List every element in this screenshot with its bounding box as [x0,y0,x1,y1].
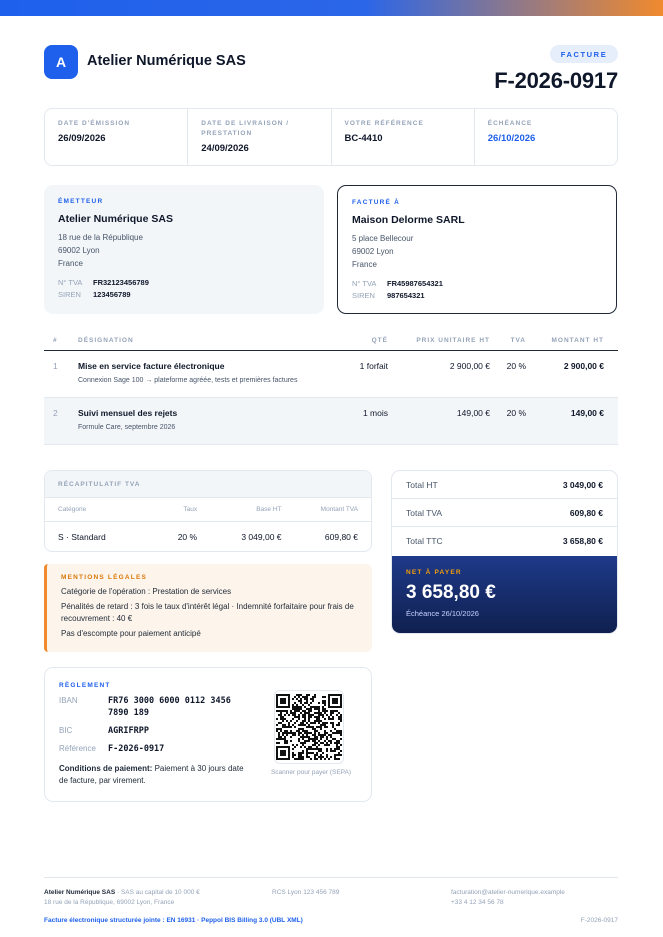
meta-label: VOTRE RÉFÉRENCE [344,120,424,127]
table-row [44,398,618,445]
bill-to-tag: FACTURÉ À [352,199,400,206]
item-title: Mise en service facture électronique [78,361,225,371]
vat-col-amount: Montant TVA [320,506,358,513]
row-unit-price: 2 900,00 € [449,361,490,371]
address-line: France [352,260,377,269]
invoice-meta [44,108,618,166]
col-header-vat: TVA [510,336,526,344]
total-value: 3 049,00 € [562,479,603,490]
vat-summary-header [45,498,371,522]
row-designation [78,408,332,434]
top-accent-bar [0,0,663,16]
vat-label: N° TVA [58,278,83,287]
row-designation [78,361,332,387]
row-number: 1 [53,361,58,371]
vat-number: FR32123456789 [93,278,149,287]
row-qty: 1 mois [362,408,388,418]
terms-text: Paiement à 30 jours date de facture, par virement. [59,764,244,785]
vat-label: N° TVA [352,279,377,288]
vat-rate: 20 % [177,531,198,542]
footer-company [44,888,264,908]
iban-value: FR76 3000 6000 0112 3456 7890 189 [108,696,231,718]
issuer-card [44,185,324,314]
net-due-date: Échéance 26/10/2026 [406,609,479,618]
table-row [44,351,618,398]
siren-number: 123456789 [93,290,131,299]
item-title: Suivi mensuel des rejets [78,408,178,418]
meta-value: 26/09/2026 [58,133,106,144]
siren-number: 987654321 [387,291,425,300]
row-qty: 1 forfait [359,361,388,371]
bill-to-card [337,185,617,314]
sepa-qr-code [274,690,344,764]
vat-summary-title: RÉCAPITULATIF TVA [45,471,371,498]
iban-label: IBAN [59,696,78,705]
col-header-amount: MONTANT HT [551,336,604,344]
footer-email[interactable]: facturation@atelier-numerique.example [451,889,565,896]
vat-category: S · Standard [58,531,106,542]
qr-caption: Scanner pour payer (SEPA) [270,769,352,776]
payment-title: RÈGLEMENT [59,682,111,689]
row-vat: 20 % [506,408,526,418]
company-logo [44,45,78,79]
legal-notices [44,564,372,652]
footer-capital: · SAS au capital de 10 000 € [115,889,200,896]
vat-col-category: Catégorie [58,506,87,513]
reference-value: F-2026-0917 [108,744,165,754]
footer-company-name: Atelier Numérique SAS [44,889,116,896]
issuer-name: Atelier Numérique SAS [58,213,173,225]
line-items-table [44,330,618,445]
issuer-ids [58,277,310,301]
total-label: Total HT [406,479,438,490]
vat-col-rate: Taux [183,506,198,513]
total-value: 3 658,80 € [562,536,603,546]
legal-line: Catégorie de l'opération : Prestation de services [61,587,232,596]
vat-summary [44,470,372,552]
footer-invoice-ref: F-2026-0917 [580,917,618,924]
payment-terms [59,763,249,787]
meta-label: DATE DE LIVRAISON / PRESTATION [201,120,290,137]
doc-type-badge: FACTURE [550,45,618,63]
issuer-tag: ÉMETTEUR [58,198,104,205]
invoice-number: F-2026-0917 [494,68,618,93]
bill-to-name: Maison Delorme SARL [352,214,465,226]
address-line: 69002 Lyon [58,246,100,255]
item-description: Connexion Sage 100 → plateforme agréée, tests et premières factures [78,377,298,384]
row-amount: 2 900,00 € [563,361,604,371]
vat-amount: 609,80 € [324,531,358,542]
payment-card [44,667,372,802]
footer-rcs: RCS Lyon 123 456 789 [272,889,340,896]
address-line: 69002 Lyon [352,247,394,256]
legal-line: Pénalités de retard : 3 fois le taux d'intérêt légal · Indemnité forfaitaire pour frais de recouvrement : 40 € [61,602,354,623]
bic-label: BIC [59,726,73,735]
row-amount: 149,00 € [570,408,604,418]
col-header-qty: QTÉ [371,336,388,344]
total-ttc-row [392,527,617,555]
meta-due-date [475,109,617,165]
col-header-number: # [53,336,58,344]
qr-code-icon [276,694,342,760]
address-line: 18 rue de la République [58,233,143,242]
footer-contact [451,888,565,908]
terms-label: Conditions de paiement: [59,764,153,773]
row-vat: 20 % [506,361,526,371]
page-footer [44,877,618,924]
bill-to-ids [352,278,602,302]
vat-number: FR45987654321 [387,279,443,288]
total-label: Total TVA [406,507,443,518]
net-to-pay-panel [392,556,618,634]
net-to-pay-amount: 3 658,80 € [406,582,496,603]
legal-title: MENTIONS LÉGALES [61,574,148,581]
total-vat-row [392,499,617,527]
siren-label: SIREN [58,290,81,299]
bill-to-address [352,232,602,271]
reference-label: Référence [59,744,96,753]
total-ht-row [392,471,617,499]
legal-line: Pas d'escompte pour paiement anticipé [61,629,201,638]
item-description: Formule Care, septembre 2026 [78,424,176,431]
col-header-unit-price: PRIX UNITAIRE HT [416,336,490,344]
address-line: 5 place Bellecour [352,234,414,243]
totals-card [391,470,618,634]
meta-delivery-date [188,109,331,165]
row-unit-price: 149,00 € [456,408,490,418]
table-header [44,330,618,351]
footer-address: 18 rue de la République, 69002 Lyon, France [44,899,175,906]
meta-value: 26/10/2026 [487,133,536,144]
logo-letter: A [55,54,67,70]
address-line: France [58,259,83,268]
vat-base: 3 049,00 € [241,531,282,542]
meta-label: ÉCHÉANCE [487,120,533,127]
meta-label: DATE D'ÉMISSION [58,120,131,127]
vat-summary-row [45,522,371,551]
net-to-pay-label: NET À PAYER [406,569,462,576]
bic-value: AGRIFRPP [108,726,149,736]
meta-issue-date [45,109,188,165]
issuer-address [58,231,310,270]
meta-value: 24/09/2026 [201,143,249,154]
footer-phone: +33 4 12 34 56 78 [451,899,504,906]
meta-reference [332,109,475,165]
company-name: Atelier Numérique SAS [87,53,246,69]
siren-label: SIREN [352,291,375,300]
total-value: 609,80 € [569,507,603,518]
row-number: 2 [53,408,58,418]
meta-value: BC-4410 [344,133,383,144]
total-label: Total TTC [406,536,443,546]
footer-einvoice-note: Facture électronique structurée jointe : EN 16931 · Peppol BIS Billing 3.0 (UBL XML) [44,917,303,924]
vat-col-base: Base HT [256,506,282,513]
col-header-designation: DÉSIGNATION [78,336,134,344]
